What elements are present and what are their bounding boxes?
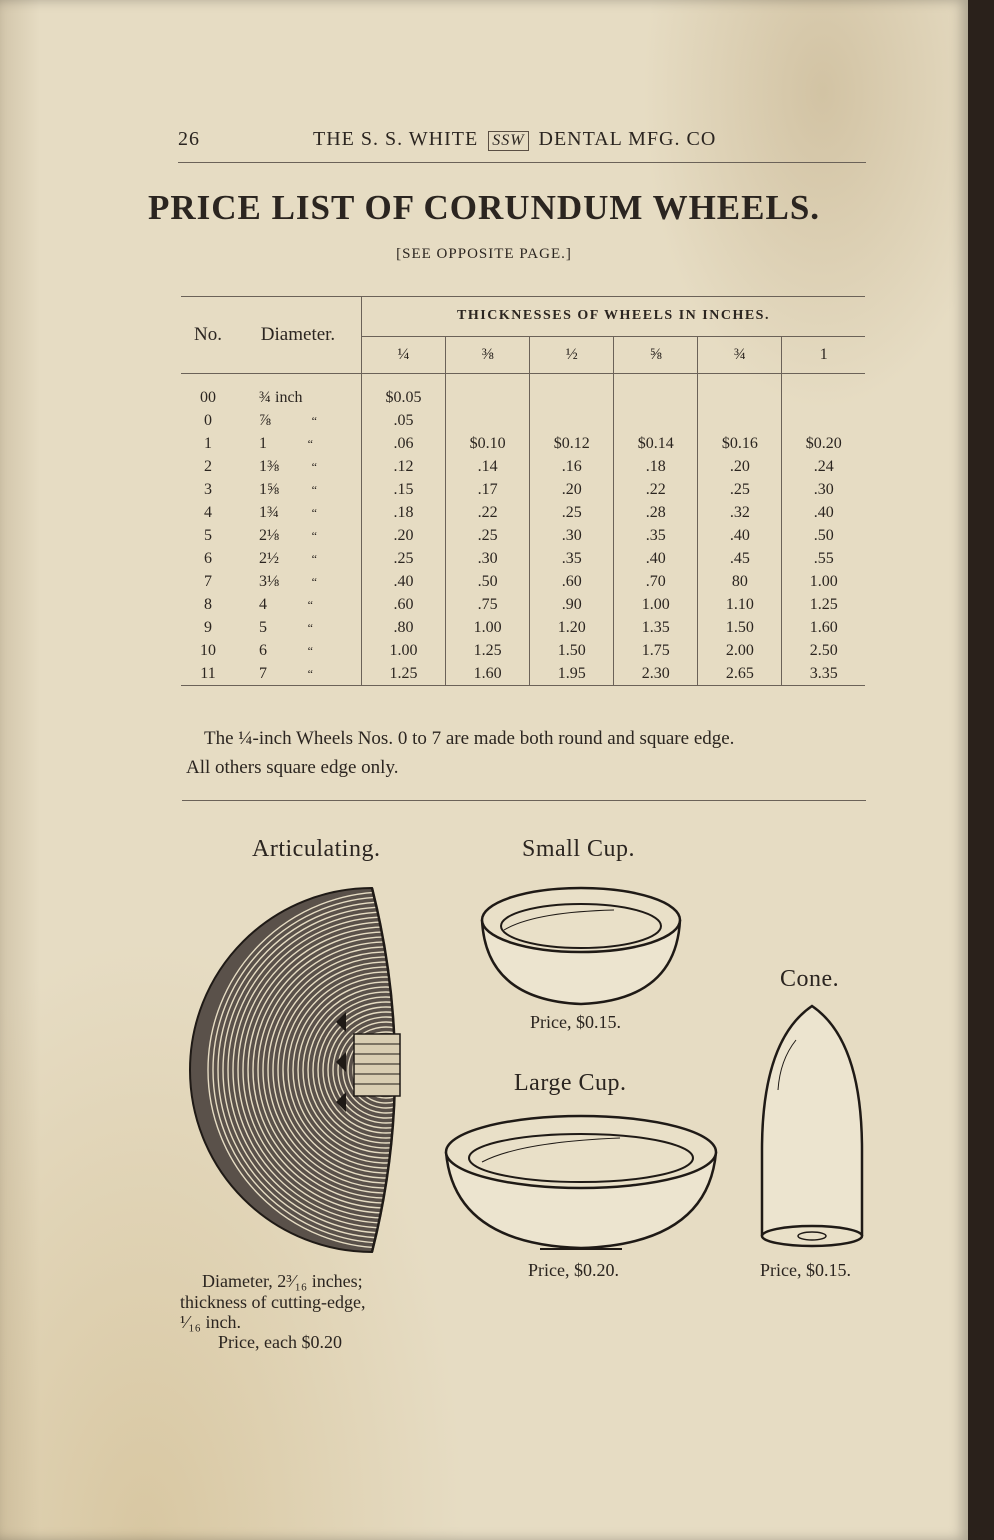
articulating-thickness-value: ¹⁄₁₆ inch. bbox=[180, 1312, 241, 1332]
ditto-mark: “ bbox=[311, 413, 317, 428]
price-cell: .18 bbox=[614, 455, 698, 478]
price-cell bbox=[446, 374, 530, 410]
thickness-header: ⅝ bbox=[614, 337, 698, 374]
ditto-mark: “ bbox=[311, 482, 317, 497]
price-table bbox=[181, 296, 865, 686]
large-cup-price: Price, $0.20. bbox=[528, 1260, 619, 1280]
section-rule bbox=[182, 800, 866, 801]
price-cell: .90 bbox=[530, 593, 614, 616]
price-cell: 1.00 bbox=[809, 572, 838, 590]
cone-price: Price, $0.15. bbox=[760, 1260, 851, 1280]
price-cell: .17 bbox=[446, 478, 530, 501]
diameter-value: 4 bbox=[259, 595, 267, 613]
company-monogram: SSW bbox=[488, 131, 528, 151]
table-row bbox=[181, 478, 865, 501]
small-cup-price: Price, $0.15. bbox=[530, 1012, 621, 1032]
table-row bbox=[181, 374, 865, 410]
header-rule bbox=[178, 162, 866, 163]
row-number: 3 bbox=[204, 480, 212, 498]
ditto-mark: “ bbox=[307, 436, 313, 451]
row-diameter bbox=[235, 524, 362, 547]
articulating-wheel-illustration bbox=[186, 884, 416, 1256]
price-cell: .22 bbox=[614, 478, 698, 501]
price-cell: 1.25 bbox=[446, 639, 530, 662]
price-cell: 1.25 bbox=[809, 595, 838, 613]
price-cell bbox=[530, 409, 614, 432]
price-cell: .40 bbox=[813, 503, 834, 521]
diameter-value: 2½ bbox=[259, 549, 279, 567]
price-cell: 1.20 bbox=[530, 616, 614, 639]
thickness-header: ¾ bbox=[698, 337, 782, 374]
table-row bbox=[181, 432, 865, 455]
row-number: 2 bbox=[204, 457, 212, 475]
running-header bbox=[178, 128, 898, 158]
row-number: 7 bbox=[204, 572, 212, 590]
price-cell: .06 bbox=[362, 432, 446, 455]
price-cell: .24 bbox=[813, 457, 834, 475]
price-cell: .32 bbox=[698, 501, 782, 524]
price-cell: $0.16 bbox=[698, 432, 782, 455]
table-row bbox=[181, 639, 865, 662]
price-cell: .50 bbox=[446, 570, 530, 593]
row-diameter bbox=[235, 455, 362, 478]
header-no: No. bbox=[181, 296, 235, 374]
price-cell: .70 bbox=[614, 570, 698, 593]
price-cell: 2.50 bbox=[809, 641, 838, 659]
price-cell: .16 bbox=[530, 455, 614, 478]
price-cell: .40 bbox=[362, 570, 446, 593]
price-cell: 2.65 bbox=[698, 662, 782, 686]
articulating-price: Price, each $0.20 bbox=[218, 1332, 342, 1352]
page-number: 26 bbox=[178, 128, 200, 150]
table-row bbox=[181, 593, 865, 616]
thickness-header: ¼ bbox=[362, 337, 446, 374]
price-cell: .14 bbox=[446, 455, 530, 478]
ditto-mark: “ bbox=[311, 551, 317, 566]
row-number: 9 bbox=[204, 618, 212, 636]
diameter-value: 5 bbox=[259, 618, 267, 636]
row-diameter bbox=[235, 409, 362, 432]
thickness-header: ½ bbox=[530, 337, 614, 374]
price-cell: .20 bbox=[530, 478, 614, 501]
price-cell: .22 bbox=[446, 501, 530, 524]
small-cup-illustration bbox=[474, 882, 688, 1008]
row-diameter bbox=[235, 432, 362, 455]
row-number: 8 bbox=[204, 595, 212, 613]
price-cell: .45 bbox=[698, 547, 782, 570]
articulating-diameter: Diameter, 2³⁄₁₆ inches; bbox=[202, 1271, 363, 1291]
row-diameter bbox=[235, 374, 362, 410]
ditto-mark: “ bbox=[307, 597, 313, 612]
table-row bbox=[181, 501, 865, 524]
row-number: 6 bbox=[204, 549, 212, 567]
ditto-mark: “ bbox=[311, 528, 317, 543]
price-cell: .25 bbox=[446, 524, 530, 547]
price-cell bbox=[530, 374, 614, 410]
note-line-1: The ¼-inch Wheels Nos. 0 to 7 are made both round and square edge. bbox=[204, 728, 735, 749]
diameter-value: 7 bbox=[259, 664, 267, 682]
note-line-2: All others square edge only. bbox=[186, 757, 399, 778]
row-diameter bbox=[235, 593, 362, 616]
price-cell bbox=[782, 374, 865, 410]
price-cell: .05 bbox=[362, 409, 446, 432]
ditto-mark: “ bbox=[311, 574, 317, 589]
price-cell: .80 bbox=[362, 616, 446, 639]
table-row bbox=[181, 570, 865, 593]
price-cell: 1.00 bbox=[362, 639, 446, 662]
diameter-value: 1⅜ bbox=[259, 457, 279, 475]
running-head-right: DENTAL MFG. CO bbox=[538, 128, 717, 150]
large-cup-illustration bbox=[440, 1108, 722, 1256]
price-cell: 1.75 bbox=[614, 639, 698, 662]
row-number: 5 bbox=[204, 526, 212, 544]
diameter-value: 3⅛ bbox=[259, 572, 279, 590]
price-cell bbox=[614, 374, 698, 410]
row-diameter bbox=[235, 547, 362, 570]
price-cell: .25 bbox=[362, 547, 446, 570]
price-cell: 1.00 bbox=[614, 593, 698, 616]
row-number: 10 bbox=[200, 641, 216, 659]
ditto-mark: “ bbox=[307, 643, 313, 658]
price-cell: .75 bbox=[446, 593, 530, 616]
price-cell: 2.00 bbox=[698, 639, 782, 662]
price-cell: 80 bbox=[698, 570, 782, 593]
price-cell: 2.30 bbox=[614, 662, 698, 686]
diameter-value: 1 bbox=[259, 434, 267, 452]
articulating-label: Articulating. bbox=[252, 836, 381, 862]
price-cell: 3.35 bbox=[782, 662, 865, 686]
thickness-header: ⅜ bbox=[446, 337, 530, 374]
ditto-mark: “ bbox=[307, 620, 313, 635]
large-cup-label: Large Cup. bbox=[514, 1070, 627, 1096]
page-title: PRICE LIST OF CORUNDUM WHEELS. bbox=[147, 188, 821, 227]
price-cell bbox=[446, 409, 530, 432]
table-row bbox=[181, 616, 865, 639]
row-diameter bbox=[235, 501, 362, 524]
price-cell: .20 bbox=[698, 455, 782, 478]
price-cell: 1.95 bbox=[530, 662, 614, 686]
price-cell: .30 bbox=[813, 480, 834, 498]
price-cell: $0.10 bbox=[446, 432, 530, 455]
diameter-value: ¾ inch bbox=[259, 388, 303, 406]
articulating-thickness bbox=[180, 1292, 365, 1332]
header-diameter: Diameter. bbox=[235, 296, 362, 374]
page-subtitle: [SEE OPPOSITE PAGE.] bbox=[396, 246, 572, 262]
ditto-mark: “ bbox=[311, 459, 317, 474]
row-number: 00 bbox=[200, 388, 216, 406]
row-number: 1 bbox=[204, 434, 212, 452]
table-row bbox=[181, 524, 865, 547]
row-diameter bbox=[235, 662, 362, 686]
price-cell: 1.00 bbox=[446, 616, 530, 639]
diameter-value: 2⅛ bbox=[259, 526, 279, 544]
price-cell: .15 bbox=[362, 478, 446, 501]
price-cell: .35 bbox=[614, 524, 698, 547]
row-diameter bbox=[235, 570, 362, 593]
price-cell: $0.14 bbox=[614, 432, 698, 455]
price-cell bbox=[698, 409, 782, 432]
price-cell: 1.35 bbox=[614, 616, 698, 639]
table-row bbox=[181, 409, 865, 432]
price-cell: .30 bbox=[530, 524, 614, 547]
price-cell: .35 bbox=[530, 547, 614, 570]
row-diameter bbox=[235, 478, 362, 501]
table-row bbox=[181, 455, 865, 478]
row-diameter bbox=[235, 639, 362, 662]
price-cell bbox=[698, 374, 782, 410]
cone-label: Cone. bbox=[780, 966, 840, 992]
articulating-thickness-line: thickness of cutting-edge, bbox=[180, 1292, 366, 1312]
diameter-value: 6 bbox=[259, 641, 267, 659]
price-cell: .25 bbox=[698, 478, 782, 501]
ditto-mark: “ bbox=[307, 666, 313, 681]
row-number: 11 bbox=[181, 662, 235, 686]
articulating-spec bbox=[202, 1270, 363, 1292]
price-cell bbox=[614, 409, 698, 432]
header-thicknesses: THICKNESSES OF WHEELS IN INCHES. bbox=[362, 296, 866, 337]
edge-note bbox=[186, 724, 876, 782]
price-cell: .60 bbox=[362, 593, 446, 616]
price-cell: 1.50 bbox=[698, 616, 782, 639]
table-row bbox=[181, 662, 865, 686]
table-row bbox=[181, 547, 865, 570]
small-cup-label: Small Cup. bbox=[522, 836, 636, 862]
price-cell: .25 bbox=[530, 501, 614, 524]
price-cell bbox=[782, 409, 865, 432]
price-cell: $0.12 bbox=[530, 432, 614, 455]
row-number: 0 bbox=[204, 411, 212, 429]
price-cell: 1.25 bbox=[362, 662, 446, 686]
price-cell: 1.10 bbox=[698, 593, 782, 616]
price-cell: .28 bbox=[614, 501, 698, 524]
price-cell: .18 bbox=[362, 501, 446, 524]
row-diameter bbox=[235, 616, 362, 639]
price-cell: .20 bbox=[362, 524, 446, 547]
thickness-header: 1 bbox=[782, 337, 865, 374]
price-cell: .60 bbox=[530, 570, 614, 593]
price-cell: .12 bbox=[362, 455, 446, 478]
price-cell: $0.20 bbox=[805, 434, 842, 452]
price-rows bbox=[181, 374, 865, 686]
diameter-value: ⅞ bbox=[259, 411, 271, 429]
diameter-value: 1⅝ bbox=[259, 480, 279, 498]
diameter-value: 1¾ bbox=[259, 503, 279, 521]
ditto-mark: “ bbox=[311, 505, 317, 520]
price-cell: 1.50 bbox=[530, 639, 614, 662]
price-cell: 1.60 bbox=[809, 618, 838, 636]
price-cell: .55 bbox=[813, 549, 834, 567]
running-head bbox=[313, 128, 716, 151]
price-cell: .40 bbox=[614, 547, 698, 570]
price-cell: $0.05 bbox=[362, 374, 446, 410]
row-number: 4 bbox=[204, 503, 212, 521]
cone-illustration bbox=[756, 1000, 868, 1256]
price-cell: .40 bbox=[698, 524, 782, 547]
price-cell: 1.60 bbox=[446, 662, 530, 686]
price-cell: .30 bbox=[446, 547, 530, 570]
price-cell: .50 bbox=[813, 526, 834, 544]
running-head-left: THE S. S. WHITE bbox=[313, 128, 479, 150]
